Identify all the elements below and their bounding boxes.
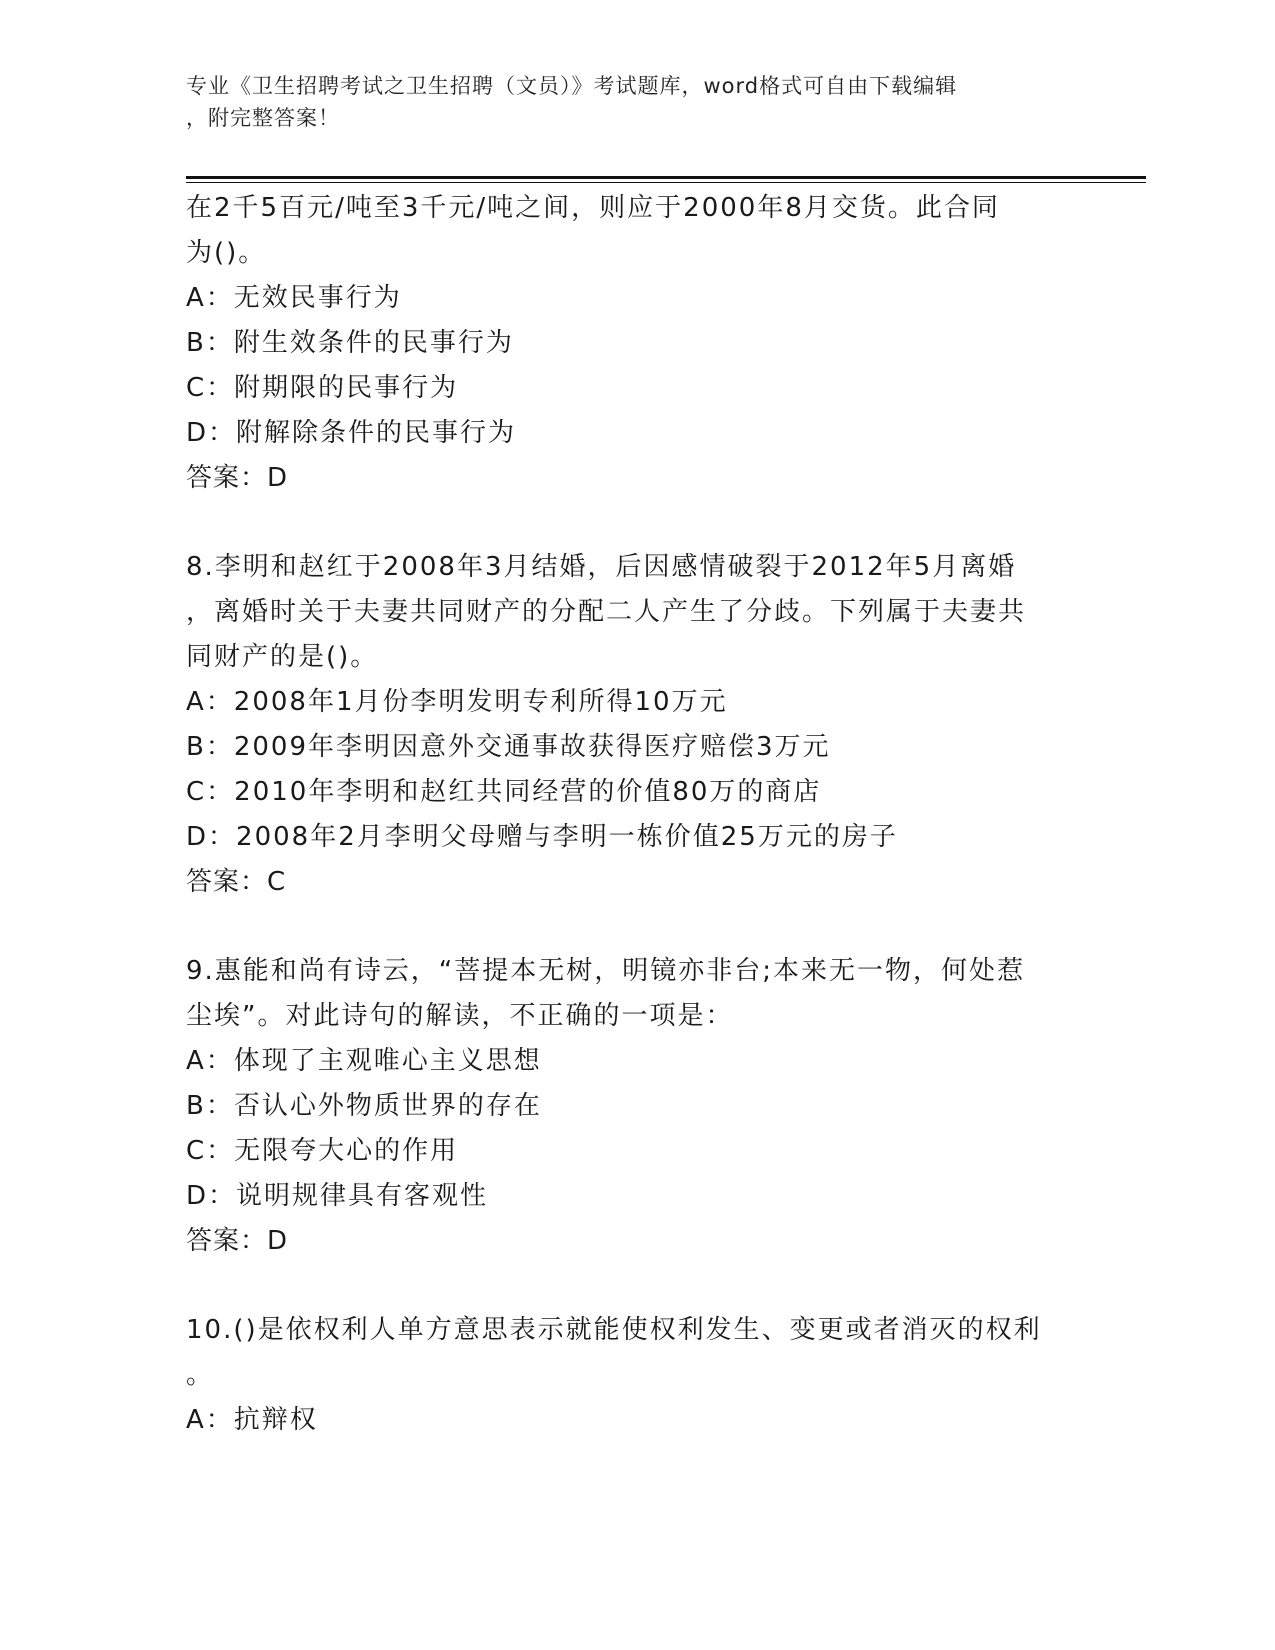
option-a: A：无效民事行为 [186,283,402,313]
option-b: B：附生效条件的民事行为 [186,328,514,358]
spacer [186,501,1066,545]
question-stem-line: 8.李明和赵红于2008年3月结婚，后因感情破裂于2012年5月离婚 [186,552,1017,582]
question-stem-line: 尘埃”。对此诗句的解读，不正确的一项是： [186,1001,734,1031]
option-c: C：2010年李明和赵红共同经营的价值80万的商店 [186,777,822,807]
question-10 [186,1308,1066,1443]
answer-line: 答案：C [186,867,287,897]
question-stem-line: 9.惠能和尚有诗云，“菩提本无树，明镜亦非台;本来无一物，何处惹 [186,956,1026,986]
question-stem-line: 在2千5百元/吨至3千元/吨之间，则应于2000年8月交货。此合同 [186,193,1000,223]
question-8 [186,545,1066,905]
header-line-2: ，附完整答案！ [186,106,340,130]
answer-line: 答案：D [186,463,289,493]
question-stem-line: 。 [186,1360,215,1390]
header-divider-thin [186,182,1146,183]
question-stem-line: 为()。 [186,238,267,268]
option-d: D：说明规律具有客观性 [186,1181,489,1211]
spacer [186,1264,1066,1308]
option-c: C：附期限的民事行为 [186,373,459,403]
question-list [186,186,1066,1443]
option-c: C：无限夸大心的作用 [186,1136,459,1166]
option-b: B：否认心外物质世界的存在 [186,1091,542,1121]
option-a: A：2008年1月份李明发明专利所得10万元 [186,687,728,717]
document-header [186,70,1066,134]
question-9 [186,949,1066,1264]
question-stem-line: 10.()是依权利人单方意思表示就能使权利发生、变更或者消灭的权利 [186,1315,1042,1345]
option-a: A：体现了主观唯心主义思想 [186,1046,542,1076]
option-d: D：2008年2月李明父母赠与李明一栋价值25万元的房子 [186,822,898,852]
spacer [186,905,1066,949]
option-d: D：附解除条件的民事行为 [186,418,517,448]
option-b: B：2009年李明因意外交通事故获得医疗赔偿3万元 [186,732,831,762]
answer-line: 答案：D [186,1226,289,1256]
option-a: A：抗辩权 [186,1405,318,1435]
question-stem-line: 同财产的是()。 [186,642,379,672]
question-7-continued [186,186,1066,501]
header-line-1: 专业《卫生招聘考试之卫生招聘（文员）》考试题库，word格式可自由下载编辑 [186,74,958,98]
question-stem-line: ，离婚时关于夫妻共同财产的分配二人产生了分歧。下列属于夫妻共 [186,597,1027,627]
header-divider-thick [186,176,1146,179]
